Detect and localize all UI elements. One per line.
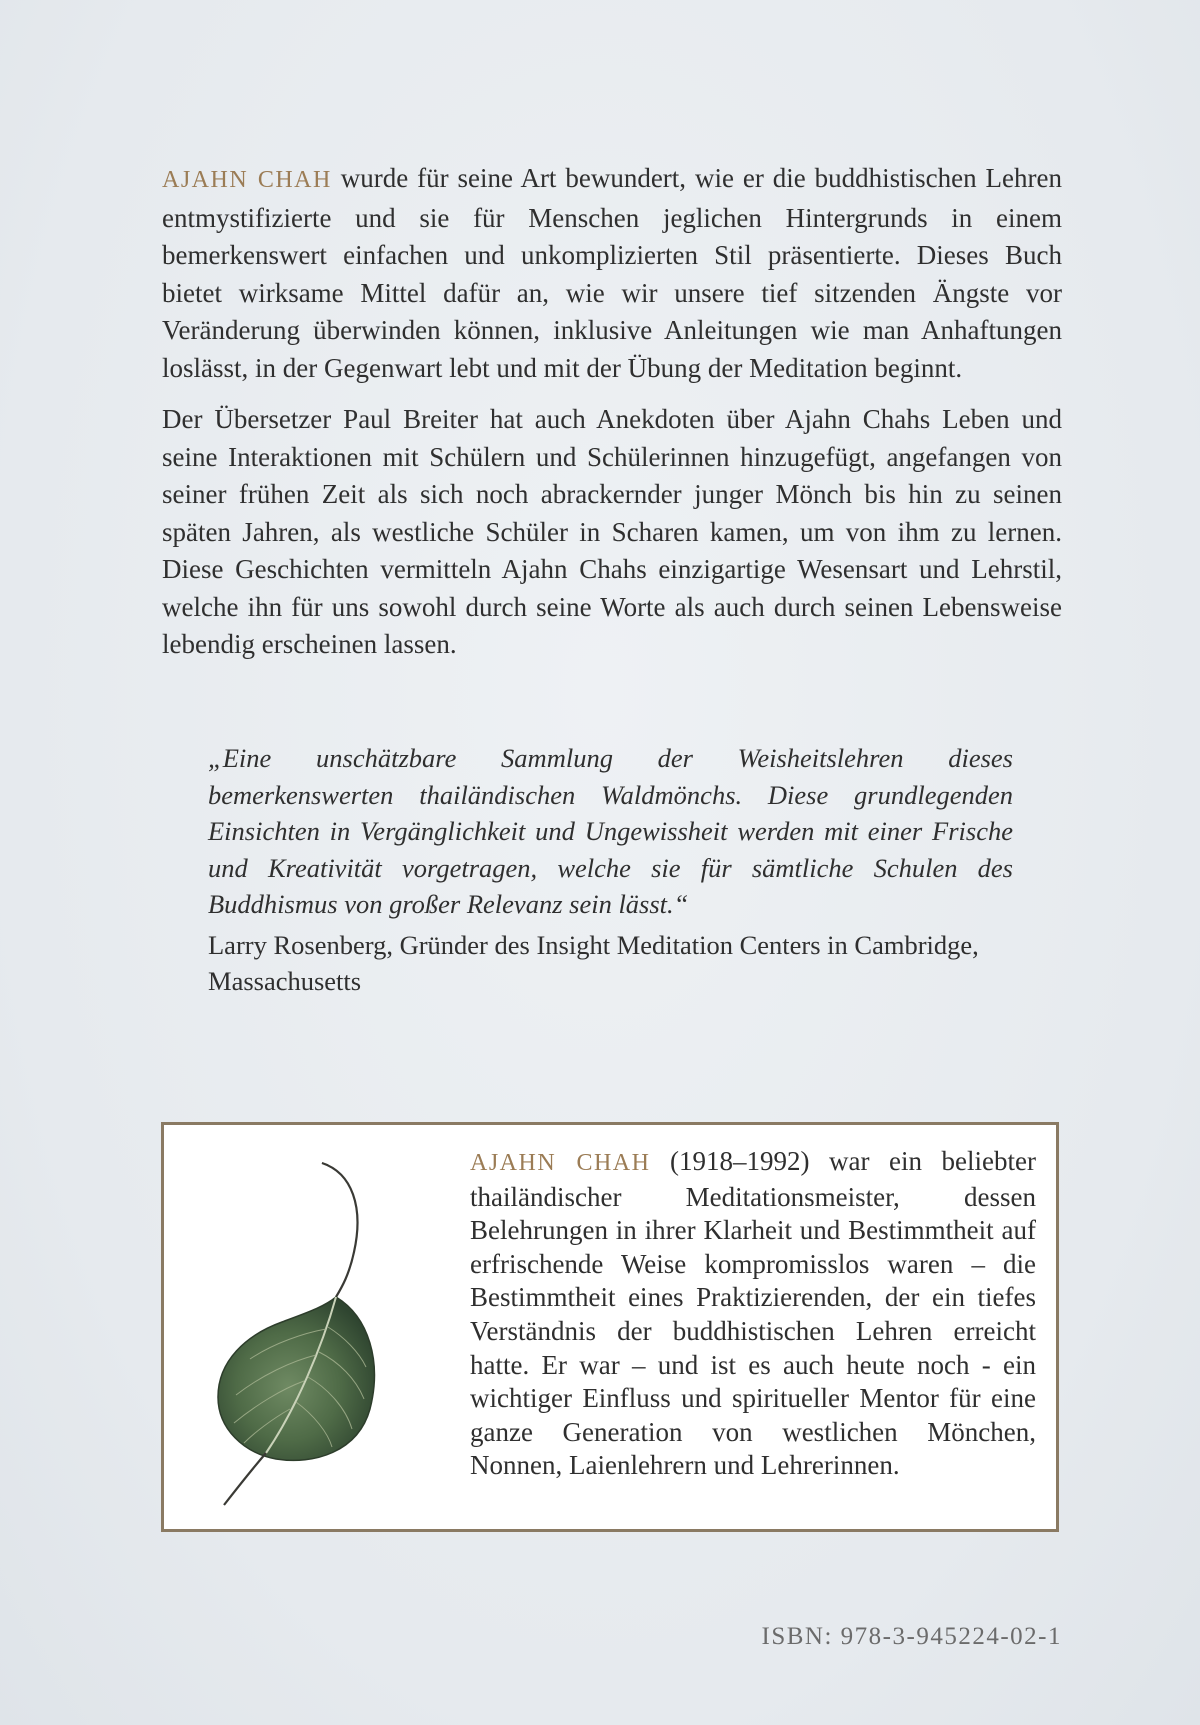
isbn: ISBN: 978-3-945224-02-1 [761, 1623, 1062, 1650]
testimonial-quote: „Eine unschätzbare Sammlung der Weisheitslehren dieses bemerkenswerten thailändischen Waldmönchs. Diese grundlegenden Einsichten in Vergänglichkeit und Ungewissheit werden mit einer Frische und Kreativität vorgetragen, welche sie für sämtliche Schulen des Buddhismus von großer Relevanz sein lässt.“ [208, 743, 1013, 919]
description [162, 160, 1062, 678]
bodhi-leaf-icon [204, 1147, 404, 1507]
author-bio [470, 1145, 1036, 1483]
description-paragraph-1 [162, 160, 1062, 387]
bio-author-name-lead: AJAHN CHAH [470, 1150, 651, 1176]
description-paragraph-1-text: wurde für seine Art bewundert, wie er die buddhistischen Lehren entmystifizierte und sie für Menschen jeglichen Hintergrunds in einem bemerkenswert einfachen und unkomplizierten Stil präsentierte. Dieses Buch bietet wirksame Mittel dafür an, wie wir unsere tief sitzenden Ängste vor Veränderung überwinden können, inklusive Anleitungen wie man Anhaftungen loslässt, in der Gegenwart lebt und mit der Übung der Meditation beginnt. [162, 163, 1063, 383]
author-bio-box [161, 1122, 1059, 1532]
testimonial [208, 740, 1013, 1000]
testimonial-attribution: Larry Rosenberg, Gründer des Insight Meditation Centers in Cambridge, Massachusetts [208, 929, 979, 996]
author-name-lead: AJAHN CHAH [162, 167, 332, 193]
description-paragraph-2: Der Übersetzer Paul Breiter hat auch Anekdoten über Ajahn Chahs Leben und seine Interaktionen mit Schülern und Schülerinnen hinzugefügt, angefangen von seiner frühen Zeit als sich noch abrackernder junger Mönch bis hin zu seinen späten Jahren, als westliche Schüler in Scharen kamen, um von ihm zu lernen. Diese Geschichten vermitteln Ajahn Chahs einzigartige Wesensart und Lehrstil, welche ihn für uns sowohl durch seine Worte als auch durch seinen Lebensweise lebendig erscheinen lassen. [162, 404, 1062, 659]
author-bio-text: (1918–1992) war ein beliebter thailändischer Meditationsmeister, dessen Belehrungen in ihrer Klarheit und Bestimmtheit auf erfrischende Weise kompromisslos waren – die Bestimmtheit eines Praktizierenden, der ein tiefes Verständnis der buddhistischen Lehren erreicht hatte. Er war – und ist es auch heute noch - ein wichtiger Einfluss und spiritueller Mentor für eine ganze Generation von westlichen Mönchen, Nonnen, Laienlehrern und Lehrerinnen. [470, 1146, 1037, 1481]
